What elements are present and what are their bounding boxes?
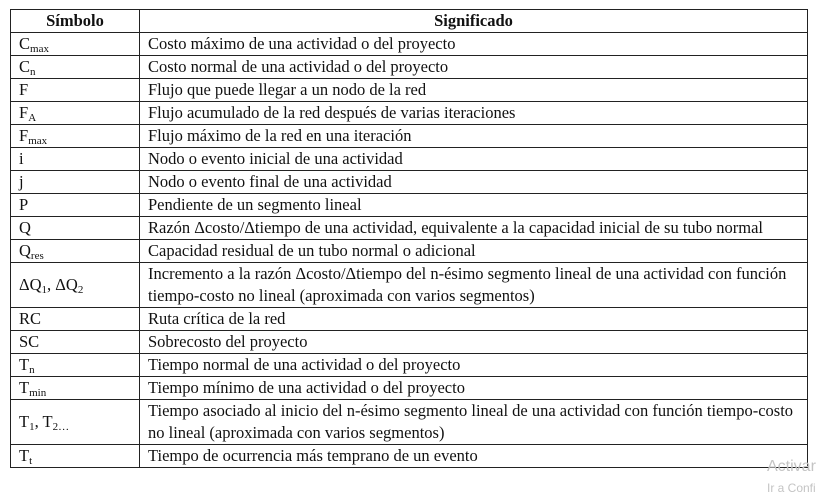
table-row	[11, 217, 808, 240]
symbol-base: T	[19, 355, 30, 374]
meaning-cell: Tiempo asociado al inicio del n-ésimo segmento lineal de una actividad con función tiempo-costo no lineal (aproximada con varios segmentos)	[140, 400, 808, 445]
meaning-cell: Tiempo de ocurrencia más temprano de un evento	[140, 445, 808, 468]
table-row	[11, 331, 808, 354]
symbol-cell	[11, 171, 140, 194]
symbol-base: SC	[19, 332, 40, 351]
meaning-cell: Flujo máximo de la red en una iteración	[140, 125, 808, 148]
symbol-cell	[11, 79, 140, 102]
table-row	[11, 171, 808, 194]
symbol-base: F	[19, 80, 29, 99]
meaning-cell: Costo normal de una actividad o del proyecto	[140, 56, 808, 79]
meaning-cell: Flujo acumulado de la red después de varias iteraciones	[140, 102, 808, 125]
symbol-base: T	[19, 446, 30, 465]
table-row	[11, 354, 808, 377]
meaning-cell: Pendiente de un segmento lineal	[140, 194, 808, 217]
meaning-cell: Nodo o evento final de una actividad	[140, 171, 808, 194]
symbol-base: Q	[19, 218, 31, 237]
symbol-subscript: t	[29, 455, 33, 467]
meaning-cell: Tiempo normal de una actividad o del proyecto	[140, 354, 808, 377]
table-row	[11, 400, 808, 445]
table-row	[11, 263, 808, 308]
meaning-cell: Sobrecosto del proyecto	[140, 331, 808, 354]
table-row	[11, 56, 808, 79]
symbol-base: C	[19, 57, 31, 76]
table-row	[11, 240, 808, 263]
table-row	[11, 79, 808, 102]
symbol-base: C	[19, 34, 31, 53]
symbol-base: F	[19, 126, 29, 145]
header-symbol: Símbolo	[11, 10, 140, 33]
symbol-cell	[11, 445, 140, 468]
activation-watermark: Activar	[767, 458, 816, 475]
symbol-base: j	[19, 172, 24, 191]
symbol-subscript: n	[30, 66, 36, 78]
table-row	[11, 148, 808, 171]
symbol-subscript: 2…	[52, 421, 70, 433]
symbol-cell	[11, 400, 140, 445]
symbol-subscript: res	[30, 250, 44, 262]
table-header-row	[11, 10, 808, 33]
symbol-cell	[11, 56, 140, 79]
table-row	[11, 445, 808, 468]
symbol-base: i	[19, 149, 24, 168]
symbol-subscript: min	[29, 387, 47, 399]
table-row	[11, 125, 808, 148]
table-row	[11, 308, 808, 331]
table-row	[11, 102, 808, 125]
symbol-cell	[11, 263, 140, 308]
symbol-cell	[11, 33, 140, 56]
symbol-base: T	[19, 378, 30, 397]
meaning-cell: Costo máximo de una actividad o del proyecto	[140, 33, 808, 56]
symbol-base: ΔQ	[19, 275, 42, 294]
symbol-base: T	[19, 412, 30, 431]
meaning-cell: Razón Δcosto/Δtiempo de una actividad, equivalente a la capacidad inicial de su tubo normal	[140, 217, 808, 240]
symbol-subscript: n	[29, 364, 35, 376]
symbol-cell	[11, 148, 140, 171]
table-row	[11, 377, 808, 400]
symbol-base: Q	[19, 241, 31, 260]
meaning-cell: Nodo o evento inicial de una actividad	[140, 148, 808, 171]
meaning-cell: Incremento a la razón Δcosto/Δtiempo del n-ésimo segmento lineal de una actividad con función tiempo-costo no lineal (aproximada con varios segmentos)	[140, 263, 808, 308]
symbol-subscript: 2	[77, 284, 84, 296]
header-meaning: Significado	[140, 10, 808, 33]
table-row	[11, 194, 808, 217]
symbol-cell	[11, 377, 140, 400]
symbol-cell	[11, 194, 140, 217]
table-row	[11, 33, 808, 56]
symbols-table	[10, 9, 808, 468]
meaning-cell: Ruta crítica de la red	[140, 308, 808, 331]
symbol-subscript: 1	[29, 421, 35, 433]
meaning-cell: Tiempo mínimo de una actividad o del proyecto	[140, 377, 808, 400]
symbol-cell	[11, 354, 140, 377]
symbol-base: , ΔQ	[47, 275, 78, 294]
symbol-cell	[11, 125, 140, 148]
meaning-cell: Capacidad residual de un tubo normal o adicional	[140, 240, 808, 263]
symbol-cell	[11, 102, 140, 125]
symbol-base: , T	[34, 412, 53, 431]
activation-watermark-sub: Ir a Confi	[767, 481, 816, 495]
symbol-cell	[11, 331, 140, 354]
symbol-cell	[11, 308, 140, 331]
symbol-subscript: 1	[41, 284, 48, 296]
symbol-cell	[11, 217, 140, 240]
symbol-subscript: A	[28, 112, 37, 124]
symbol-cell	[11, 240, 140, 263]
symbol-base: P	[19, 195, 29, 214]
symbol-base: F	[19, 103, 29, 122]
symbol-base: RC	[19, 309, 42, 328]
meaning-cell: Flujo que puede llegar a un nodo de la red	[140, 79, 808, 102]
symbol-subscript: max	[30, 43, 49, 55]
symbol-subscript: max	[28, 135, 48, 147]
